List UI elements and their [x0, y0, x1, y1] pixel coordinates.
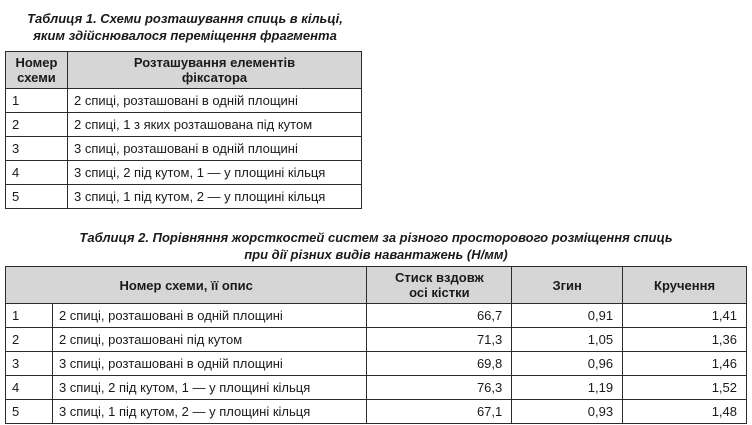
table1-header-scheme-number	[6, 52, 68, 89]
table2-cell-compression: 76,3	[367, 376, 512, 400]
table2-stiffness	[5, 266, 747, 424]
table1-header-scheme-number-line2: схеми	[17, 70, 56, 85]
table2-cell-desc: 3 спиці, розташовані в одній площині	[52, 352, 367, 376]
table-row	[6, 352, 747, 376]
table2-header-compression-line1: Стиск вздовж	[394, 270, 484, 285]
table-row	[6, 89, 362, 113]
table-row	[6, 185, 362, 209]
table2-cell-torsion: 1,41	[623, 304, 747, 328]
table-row	[6, 161, 362, 185]
table2-header-compression-line2: осі кістки	[409, 285, 470, 300]
table2-cell-desc: 3 спиці, 1 під кутом, 2 — у площині кільця	[52, 400, 367, 424]
table1-header-arrangement-line2: фіксатора	[181, 70, 248, 85]
table1-cell-desc: 2 спиці, 1 з яких розташована під кутом	[68, 113, 362, 137]
table2-cell-desc: 3 спиці, 2 під кутом, 1 — у площині кільця	[52, 376, 367, 400]
table-row	[6, 304, 747, 328]
table1-cell-num: 3	[6, 137, 68, 161]
table2-header-torsion: Кручення	[623, 267, 747, 304]
table1-cell-desc: 3 спиці, 2 під кутом, 1 — у площині кільця	[68, 161, 362, 185]
table1-cell-desc: 3 спиці, 1 під кутом, 2 — у площині кільця	[68, 185, 362, 209]
table2-header-compression	[367, 267, 512, 304]
table1-header-arrangement-line1: Розташування елементів	[133, 55, 296, 70]
table1-cell-num: 2	[6, 113, 68, 137]
table1-header-row	[6, 52, 362, 89]
table2-cell-bending: 1,19	[512, 376, 623, 400]
table2-header-bending: Згин	[512, 267, 623, 304]
table2-cell-compression: 67,1	[367, 400, 512, 424]
table-row	[6, 400, 747, 424]
table2-cell-bending: 0,93	[512, 400, 623, 424]
table2-cell-torsion: 1,52	[623, 376, 747, 400]
table1-cell-num: 1	[6, 89, 68, 113]
table1-caption	[0, 10, 370, 44]
table2-cell-compression: 66,7	[367, 304, 512, 328]
table1-header-scheme-number-line1: Номер	[15, 55, 58, 70]
table2-cell-num: 2	[6, 328, 53, 352]
table1-header-arrangement	[68, 52, 362, 89]
table2-cell-torsion: 1,48	[623, 400, 747, 424]
table-row	[6, 137, 362, 161]
table2-cell-num: 4	[6, 376, 53, 400]
table1-schemes	[5, 51, 362, 209]
table1-caption-line1: Таблиця 1. Схеми розташування спиць в кільці,	[27, 11, 343, 26]
table1-caption-line2: яким здійснювалося переміщення фрагмента	[33, 28, 337, 43]
table2-cell-desc: 2 спиці, розташовані під кутом	[52, 328, 367, 352]
table1-cell-desc: 3 спиці, розташовані в одній площині	[68, 137, 362, 161]
table2-caption	[0, 229, 752, 263]
table2-cell-num: 5	[6, 400, 53, 424]
table1-cell-desc: 2 спиці, розташовані в одній площині	[68, 89, 362, 113]
table-row	[6, 376, 747, 400]
table2-header-scheme: Номер схеми, її опис	[6, 267, 367, 304]
table2-caption-line1: Таблиця 2. Порівняння жорсткостей систем за різного просторового розміщення спиць	[79, 230, 673, 245]
table2-cell-desc: 2 спиці, розташовані в одній площині	[52, 304, 367, 328]
table2-cell-num: 1	[6, 304, 53, 328]
table2-cell-torsion: 1,36	[623, 328, 747, 352]
table-row	[6, 328, 747, 352]
table2-cell-bending: 1,05	[512, 328, 623, 352]
table1-cell-num: 5	[6, 185, 68, 209]
table2-cell-num: 3	[6, 352, 53, 376]
table2-header-row	[6, 267, 747, 304]
table-row	[6, 113, 362, 137]
table2-cell-bending: 0,91	[512, 304, 623, 328]
table2-cell-bending: 0,96	[512, 352, 623, 376]
table2-cell-compression: 69,8	[367, 352, 512, 376]
table2-cell-torsion: 1,46	[623, 352, 747, 376]
table2-cell-compression: 71,3	[367, 328, 512, 352]
table1-cell-num: 4	[6, 161, 68, 185]
table2-caption-line2: при дії різних видів навантажень (Н/мм)	[244, 247, 508, 262]
